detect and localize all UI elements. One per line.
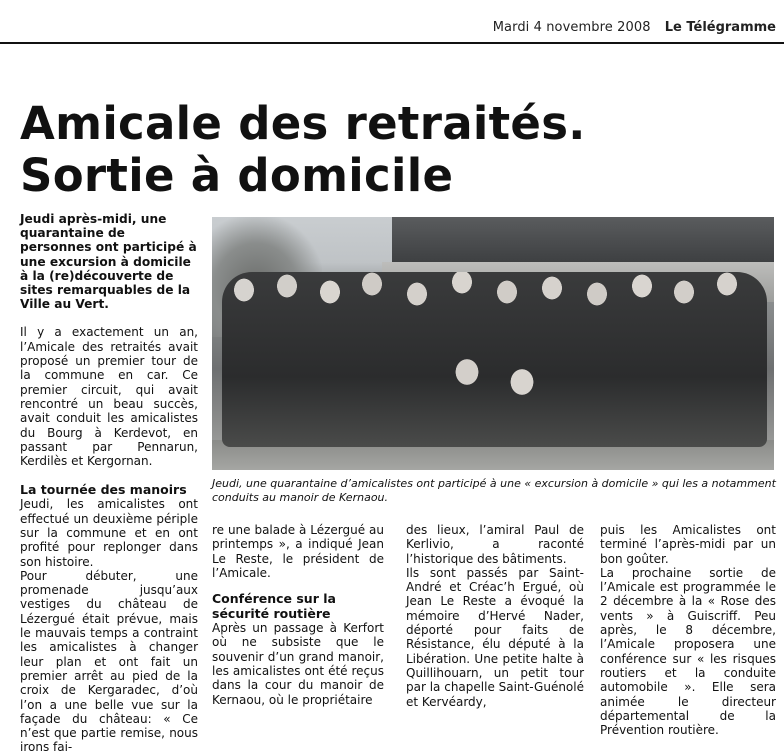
masthead bbox=[493, 20, 776, 35]
paragraph-2: Jeudi, les amicalistes ont effectué un deuxième périple sur la commune et en ont profité pour replonger dans son histoire. bbox=[20, 497, 198, 569]
photo-crowd bbox=[222, 272, 767, 447]
column-1 bbox=[20, 212, 198, 755]
headline-line-1: Amicale des retraités. bbox=[20, 97, 586, 150]
photo-roof bbox=[392, 217, 774, 262]
issue-date: Mardi 4 novembre 2008 bbox=[492, 20, 651, 35]
paragraph-1: Il y a exactement un an, l’Amicale des retraités avait proposé un premier tour de la commune en car. Ce premier circuit, qui avait rencontré un beau succès, avait conduit les amicalistes du Bourg à Kerdevot, en passant par Pennarun, Kerdilès et Kergornan. bbox=[20, 325, 198, 469]
column-2 bbox=[212, 523, 384, 707]
paragraph-5-part-2: puis les Amicalistes ont terminé l’après-midi par un bon goûter. bbox=[600, 523, 776, 566]
paragraph-6: La prochaine sortie de l’Amicale est programmée le 2 décembre à la « Rose des vents » à Guiscriff. Peu après, le 8 décembre, l’Amicale proposera une conférence sur « les risques routiers et la conduite automobile ». Elle sera animée le directeur départemental de la Prévention routière. bbox=[600, 565, 776, 738]
article-headline bbox=[20, 98, 586, 202]
headline-line-2: Sortie à domicile bbox=[20, 149, 454, 202]
paragraph-4-part-2: des lieux, l’amiral Paul de Kerlivio, a raconté l’historique des bâtiments. bbox=[406, 523, 584, 566]
column-4 bbox=[600, 523, 776, 737]
photo-caption: Jeudi, une quarantaine d’amicalistes ont participé à une « excursion à domicile » qui les a notamment conduits au manoir de Kernaou. bbox=[212, 477, 776, 504]
newspaper-name: Le Télégramme bbox=[664, 20, 776, 35]
subhead-manoirs: La tournée des manoirs bbox=[20, 482, 187, 498]
column-3 bbox=[406, 523, 584, 709]
paragraph-4-part-1: Après un passage à Kerfort où ne subsiste que le souvenir d’un grand manoir, les amicalistes ont été reçus dans la cour du manoir de Kernaou, où le propriétaire bbox=[212, 621, 384, 707]
subhead-conference: Conférence sur la sécurité routière bbox=[212, 591, 336, 622]
article-lead: Jeudi après-midi, une quarantaine de personnes ont participé à une excursion à domicile à la (re)découverte de sites remarquables de la Ville au Vert. bbox=[20, 212, 197, 312]
paragraph-3-part-1: Pour débuter, une promenade jusqu’aux vestiges du château de Lézergué était prévue, mais le mauvais temps a contraint les amicalistes à changer leur plan et ont fait un premier arrêt au pied de la croix de Kergaradec, d’où l’on a une belle vue sur la façade du château: « Ce n’est que partie remise, nous irons fai- bbox=[20, 568, 198, 755]
paragraph-5-part-1: Ils sont passés par Saint-André et Créac’h Ergué, où Jean Le Reste a évoqué la mémoire d’Hervé Nader, déporté pour faits de Résistance, élu député à la Libération. Une petite halte à Quillihouarn, un petit tour par la chapelle Saint-Guénolé et Kervéardy, bbox=[406, 565, 584, 709]
masthead-rule bbox=[0, 42, 784, 44]
group-photo bbox=[212, 217, 774, 470]
paragraph-3-part-2: re une balade à Lézergué au printemps », a indiqué Jean Le Reste, le président de l’Amicale. bbox=[212, 523, 384, 580]
